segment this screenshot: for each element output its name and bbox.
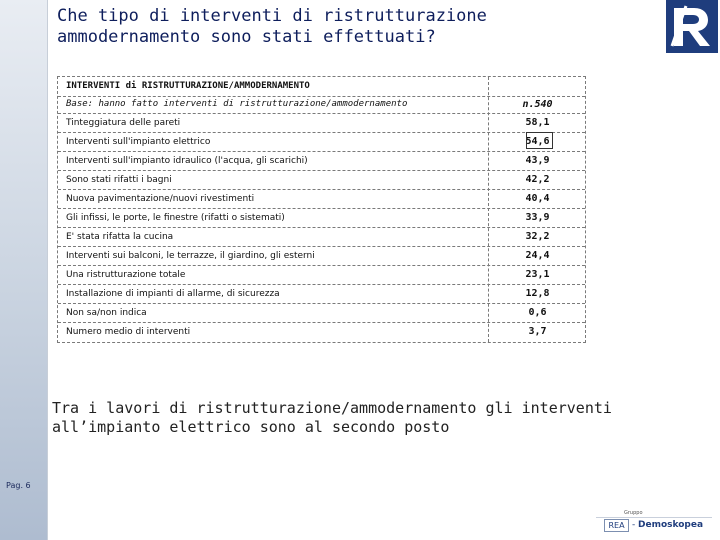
summary-caption-line-1: Tra i lavori di ristrutturazione/ammodernamento gli interventi	[52, 399, 612, 417]
summary-caption	[52, 399, 692, 437]
table-header-label: INTERVENTI di RISTRUTTURAZIONE/AMMODERNAMENTO	[66, 81, 310, 91]
table-row	[58, 304, 585, 323]
row-value: 40,4	[525, 193, 550, 204]
row-value: 43,9	[525, 155, 550, 166]
table-base-value: n.540	[522, 99, 553, 110]
row-label: E' stata rifatta la cucina	[66, 232, 174, 242]
table-row	[58, 114, 585, 133]
footer-brand-box: REA	[604, 519, 629, 532]
table-row	[58, 152, 585, 171]
footer-brand-logo	[596, 510, 712, 536]
page-title-line-1: Che tipo di interventi di ristrutturazione	[57, 6, 487, 26]
footer-brand-small: Gruppo	[624, 510, 643, 516]
page-title-line-2: ammodernamento sono stati effettuati?	[57, 27, 436, 47]
table-row	[58, 209, 585, 228]
table-header-row	[58, 77, 585, 97]
table-row	[58, 266, 585, 285]
sidebar-divider	[47, 0, 48, 540]
row-value: 3,7	[528, 326, 547, 337]
table-row	[58, 171, 585, 190]
r-monogram-icon	[666, 0, 718, 53]
page-title	[57, 6, 657, 48]
row-value: 23,1	[525, 269, 550, 280]
row-label: Gli infissi, le porte, le finestre (rifatti o sistemati)	[66, 213, 285, 223]
results-table	[57, 76, 586, 343]
table-row	[58, 285, 585, 304]
row-value: 24,4	[525, 250, 550, 261]
table-row	[58, 190, 585, 209]
row-label: Interventi sull'impianto idraulico (l'acqua, gli scarichi)	[66, 156, 308, 166]
row-label: Una ristrutturazione totale	[66, 270, 186, 280]
row-value: 33,9	[525, 212, 550, 223]
table-row	[58, 323, 585, 342]
row-value: 42,2	[525, 174, 550, 185]
footer-brand-name: Demoskopea	[638, 520, 704, 530]
summary-caption-line-2: all’impianto elettrico sono al secondo posto	[52, 418, 450, 436]
row-value: 54,6	[525, 136, 550, 147]
table-base-row	[58, 97, 585, 114]
table-base-label: Base: hanno fatto interventi di ristrutturazione/ammodernamento	[66, 99, 408, 109]
row-label: Non sa/non indica	[66, 308, 147, 318]
row-value: 32,2	[525, 231, 550, 242]
footer-rule	[596, 517, 712, 518]
table-row	[58, 247, 585, 266]
row-label: Numero medio di interventi	[66, 327, 191, 337]
page-number: Pag. 6	[6, 481, 31, 490]
r-monogram-logo	[666, 0, 718, 53]
row-label: Tinteggiatura delle pareti	[66, 118, 181, 128]
row-label: Sono stati rifatti i bagni	[66, 175, 172, 185]
highlight-box	[526, 132, 553, 149]
table-row	[58, 228, 585, 247]
row-value: 58,1	[525, 117, 550, 128]
left-sidebar-panel	[0, 0, 47, 540]
table-row	[58, 133, 585, 152]
row-label: Installazione di impianti di allarme, di sicurezza	[66, 289, 280, 299]
row-value: 0,6	[528, 307, 547, 318]
row-label: Interventi sull'impianto elettrico	[66, 137, 211, 147]
row-value: 12,8	[525, 288, 550, 299]
footer-brand-dash: -	[632, 520, 636, 530]
row-label: Interventi sui balconi, le terrazze, il giardino, gli esterni	[66, 251, 315, 261]
row-label: Nuova pavimentazione/nuovi rivestimenti	[66, 194, 255, 204]
